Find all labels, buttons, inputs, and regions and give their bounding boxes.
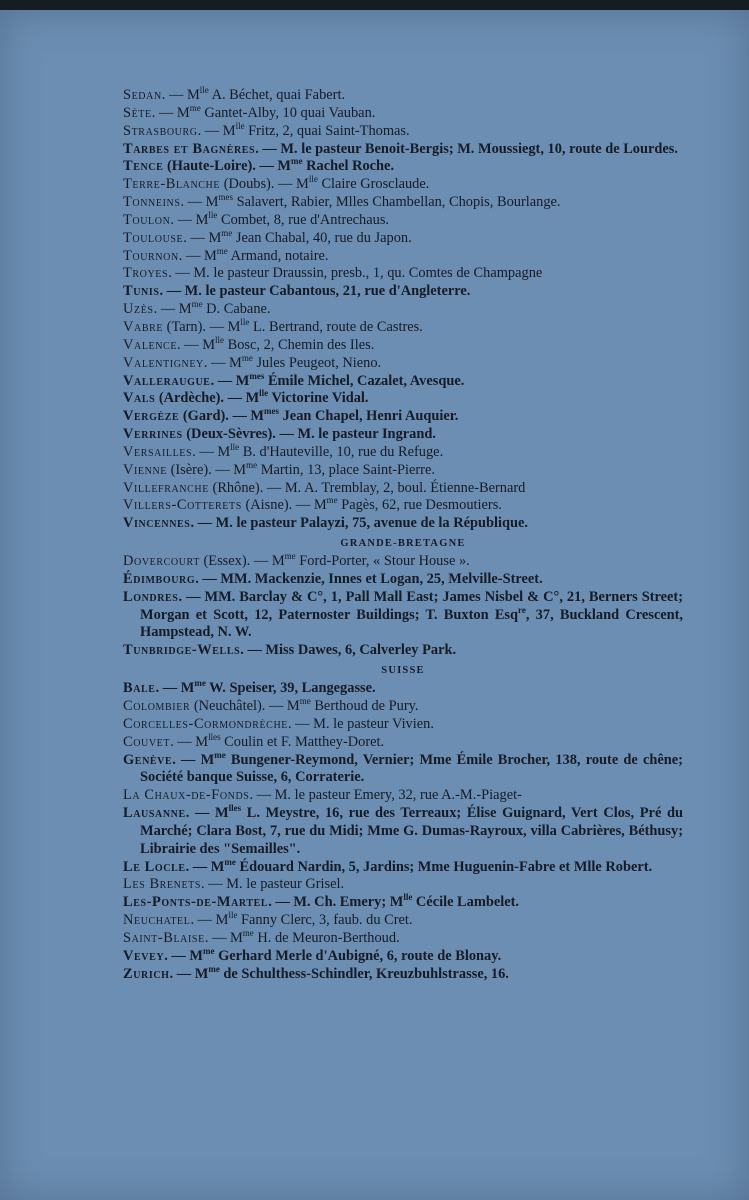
directory-entry xyxy=(123,283,683,301)
entry-text: . — M xyxy=(185,805,229,822)
directory-entry xyxy=(123,787,683,805)
directory-entry xyxy=(123,194,683,212)
entry-place: Tunbridge-Wells xyxy=(123,642,241,659)
entry-place: Vevey xyxy=(123,947,165,964)
entry-text: (Ardèche). — M xyxy=(155,390,260,407)
entry-text: (Deux-Sèvres). — M. le pasteur Ingrand. xyxy=(182,426,436,443)
entry-text: . — M xyxy=(183,229,222,246)
entry-text-tail: Ford-Porter, « Stour House ». xyxy=(295,553,470,570)
entry-title-superscript: me xyxy=(246,459,258,470)
entry-text: . — M. le pasteur Palayzi, 75, avenue de la République. xyxy=(190,515,529,532)
list-suisse xyxy=(123,680,683,983)
entry-text-tail: Fritz, 2, quai Saint-Thomas. xyxy=(244,122,410,139)
entry-text: . — M xyxy=(169,965,209,982)
entry-text: . — M xyxy=(203,354,242,371)
entry-text: (Gard). — M xyxy=(179,408,265,425)
directory-entry xyxy=(123,301,683,319)
directory-entry xyxy=(123,731,683,752)
directory-entry xyxy=(123,334,683,355)
entry-place: Terre-Blanche xyxy=(123,176,221,193)
entry-text: . — M xyxy=(161,87,200,103)
entry-text-tail: D. Cabane. xyxy=(202,301,271,318)
entry-text-tail: Cécile Lambelet. xyxy=(412,894,520,911)
entry-text: . — M. le pasteur Grisel. xyxy=(201,876,345,893)
entry-text-tail: Coulin et F. Matthey-Doret. xyxy=(220,733,385,750)
entry-text: . — Miss Dawes, 6, Calverley Park. xyxy=(240,642,457,659)
entry-title-superscript: re xyxy=(518,604,526,615)
entry-title-superscript: me xyxy=(191,299,203,310)
entry-text-tail: Gerhard Merle d'Aubigné, 6, route de Blonay. xyxy=(214,947,502,964)
entry-place: Uzès xyxy=(123,301,154,318)
entry-text: . — M xyxy=(153,301,192,318)
directory-entry xyxy=(123,120,683,141)
entry-text-tail: Bosc, 2, Chemin des Iles. xyxy=(224,336,375,353)
directory-entry xyxy=(123,480,683,498)
directory-entry xyxy=(123,102,683,123)
entry-place: Vabre xyxy=(123,318,164,335)
directory-entry xyxy=(123,945,683,966)
section-heading-suisse: SUISSE xyxy=(381,665,425,677)
entry-place: Strasbourg xyxy=(123,122,198,139)
entry-text: . — M xyxy=(178,247,217,264)
directory-entry xyxy=(123,158,683,176)
entry-text: . — M. le pasteur Cabantous, 21, rue d'Angleterre. xyxy=(159,283,471,300)
entry-text: . — M xyxy=(192,443,231,460)
directory-entry xyxy=(123,227,683,248)
entry-place: Troyes xyxy=(123,265,169,282)
entry-title-superscript: me xyxy=(214,749,226,760)
entry-text: (Aisne). — M xyxy=(241,497,327,514)
directory-entry xyxy=(123,370,683,391)
entry-text-tail: W. Speiser, 39, Langegasse. xyxy=(205,680,376,697)
directory-entry xyxy=(123,390,683,408)
entry-text: . — M xyxy=(151,104,190,121)
entry-place: Vienne xyxy=(123,461,167,478)
entry-title-superscript: me xyxy=(241,352,253,363)
entry-text-tail: A. Béchet, quai Fabert. xyxy=(208,87,346,103)
entry-place: Tonneins xyxy=(123,194,181,211)
entry-text: (Essex). — M xyxy=(199,553,285,570)
directory-entry xyxy=(123,894,683,912)
directory-entry xyxy=(123,515,683,533)
entry-text-tail: Victorine Vidal. xyxy=(268,390,369,407)
entry-text: (Isère). — M xyxy=(166,461,247,478)
entry-text: . — M xyxy=(210,372,250,389)
directory-entry xyxy=(123,553,683,571)
entry-text: . — M. le pasteur Emery, 32, rue A.-M.-Piaget- xyxy=(249,787,522,804)
entry-text-tail: L. Bertrand, route de Castres. xyxy=(249,318,423,335)
entry-place: Tournon xyxy=(123,247,179,264)
document-content xyxy=(123,87,683,984)
entry-text-tail: Berthoud de Pury. xyxy=(310,698,419,714)
entry-text-tail: Rachel Roche. xyxy=(302,158,395,175)
directory-entry xyxy=(123,716,683,734)
entry-place: Le Locle xyxy=(123,858,186,875)
entry-title-superscript: me xyxy=(208,963,220,974)
entry-title-superscript: me xyxy=(221,227,233,238)
entry-title-superscript: lle xyxy=(230,441,240,452)
entry-place: Vincennes xyxy=(123,515,191,532)
directory-entry xyxy=(123,856,683,877)
directory-entry xyxy=(123,497,683,515)
entry-place: Tunis xyxy=(123,283,160,300)
entry-title-superscript: me xyxy=(224,856,236,867)
entry-title-superscript: me xyxy=(202,945,215,956)
entry-text: . — M xyxy=(170,733,209,750)
entry-text: . — M xyxy=(185,858,225,875)
entry-text-tail: Salavert, Rabier, Mlles Chambellan, Chopis, Bourlange. xyxy=(232,194,561,211)
entry-text: . — M xyxy=(197,122,236,139)
entry-title-superscript: lle xyxy=(259,388,269,399)
directory-entry xyxy=(123,245,683,266)
entry-place: Bale xyxy=(123,680,156,697)
entry-title-superscript: lle xyxy=(403,892,413,903)
entry-text: . — M xyxy=(204,929,243,946)
entry-title-superscript: lle xyxy=(215,334,225,345)
entry-text-tail: Jean Chabal, 40, rue du Japon. xyxy=(232,229,412,246)
entry-place: Colombier xyxy=(123,698,191,714)
directory-entry xyxy=(123,912,683,930)
entry-place: Genève xyxy=(123,751,173,768)
entry-place: Vergèze xyxy=(123,408,180,425)
entry-text-tail: Édouard Nardin, 5, Jardins; Mme Huguenin-Fabre et Mlle Robert. xyxy=(235,858,653,875)
entry-place: Les-Ponts-de-Martel xyxy=(123,894,269,911)
entry-place: Les Brenets xyxy=(123,876,202,893)
entry-title-superscript: lle xyxy=(208,209,218,220)
entry-text: . — M. le pasteur Draussin, presb., 1, qu. Comtes de Champagne xyxy=(168,265,543,282)
entry-text-tail: Combet, 8, rue d'Antrechaus. xyxy=(217,211,390,228)
entry-place: Corcelles-Cormondrèche xyxy=(123,715,288,732)
entry-text: . — M xyxy=(177,336,216,353)
entry-place: Versailles xyxy=(123,443,193,460)
entry-place: Valleraugue xyxy=(123,372,211,389)
entry-text: (Haute-Loire). — M xyxy=(163,158,292,175)
directory-entry xyxy=(123,265,683,283)
entry-title-superscript: lle xyxy=(240,316,250,327)
entry-text-tail: Martin, 13, place Saint-Pierre. xyxy=(257,461,435,478)
directory-entry xyxy=(123,963,683,984)
entry-text: . — M xyxy=(164,947,203,964)
entry-place: Tarbes et Bagnères xyxy=(123,140,256,157)
entry-title-superscript: me xyxy=(216,245,228,256)
list-grande-bretagne xyxy=(123,553,683,660)
entry-text: (Doubs). — M xyxy=(220,176,309,193)
entry-text-tail: Jules Peugeot, Nieno. xyxy=(252,354,382,371)
directory-entry xyxy=(123,352,683,373)
entry-text-tail: H. de Meuron-Berthoud. xyxy=(253,929,400,946)
entry-title-superscript: mes xyxy=(264,406,280,417)
entry-title-superscript: me xyxy=(291,156,303,167)
entry-title-superscript: me xyxy=(194,678,206,689)
directory-entry xyxy=(123,316,683,337)
document-page xyxy=(0,10,749,1200)
entry-text: . — M xyxy=(170,211,209,228)
entry-place: Villers-Cotterets xyxy=(123,497,242,514)
directory-entry xyxy=(123,642,683,660)
entry-title-superscript: lle xyxy=(235,120,245,131)
entry-place: Sète xyxy=(123,104,152,121)
entry-text: . — M. le pasteur Benoit-Bergis; M. Moussiegt, 10, route de Lourdes. xyxy=(255,140,678,157)
entry-title-superscript: lles xyxy=(228,803,242,814)
entry-place: Édimbourg xyxy=(123,570,196,587)
entry-text: . — MM. Barclay & C°, 1, Pall Mall East; James Nisbel & C°, 21, Berners Street; Morgan et Scott, 12, Paternoster Buildings; T. Buxton Esq xyxy=(140,588,683,623)
entry-text: (Tarn). — M xyxy=(163,318,241,335)
entry-title-superscript: me xyxy=(284,551,296,562)
directory-entry xyxy=(123,408,683,426)
section-heading-grande-bretagne: GRANDE-BRETAGNE xyxy=(340,538,466,550)
entry-title-superscript: mes xyxy=(249,370,265,381)
entry-place: Sedan xyxy=(123,87,162,103)
entry-text-tail: Pagès, 62, rue Desmoutiers. xyxy=(337,497,502,514)
entry-place: Valentigney xyxy=(123,354,204,371)
entry-text: . — M xyxy=(180,194,219,211)
entry-text: . — M xyxy=(190,912,229,929)
entry-place: Valence xyxy=(123,336,178,353)
directory-entry xyxy=(123,805,683,859)
list-france xyxy=(123,87,683,533)
entry-place: Vals xyxy=(123,390,156,407)
directory-entry xyxy=(123,698,683,716)
entry-text-tail: Armand, notaire. xyxy=(227,247,329,264)
entry-text-tail: Émile Michel, Cazalet, Avesque. xyxy=(264,372,465,389)
entry-place: Villefranche xyxy=(123,479,209,496)
entry-title-superscript: lles xyxy=(208,731,221,742)
entry-text-tail: , 37, Buckland Crescent, Hampstead, N. W. xyxy=(140,606,683,641)
entry-text: . — M xyxy=(172,751,215,768)
directory-entry xyxy=(123,141,683,159)
entry-title-superscript: me xyxy=(326,495,338,506)
entry-title-superscript: lle xyxy=(308,174,318,185)
entry-text-tail: de Schulthess-Schindler, Kreuzbuhlstrasse, 16. xyxy=(219,965,509,982)
entry-text-tail: B. d'Hauteville, 10, rue du Refuge. xyxy=(239,443,444,460)
entry-text: (Rhône). — M. A. Tremblay, 2, boul. Étienne-Bernard xyxy=(208,479,526,496)
entry-text-tail: Fanny Clerc, 3, faub. du Cret. xyxy=(237,912,413,929)
entry-text-tail: L. Meystre, 16, rue des Terreaux; Élise Guignard, Vert Clos, Pré du Marché; Clara Bost, 7, rue du Midi; Mme G. Dumas-Rayroux, villa Cabrières, Béthusy; Librairie des "Semailles". xyxy=(140,805,683,857)
directory-entry xyxy=(123,426,683,444)
directory-entry xyxy=(123,209,683,230)
entry-place: Zurich xyxy=(123,965,170,982)
entry-text-tail: Gantet-Alby, 10 quai Vauban. xyxy=(200,104,376,121)
entry-title-superscript: mes xyxy=(218,192,233,203)
directory-entry xyxy=(123,680,683,698)
entry-title-superscript: lle xyxy=(228,910,238,921)
entry-text: (Neuchâtel). — M xyxy=(190,698,300,714)
directory-entry xyxy=(123,87,683,105)
entry-title-superscript: me xyxy=(242,927,254,938)
entry-place: Dovercourt xyxy=(123,553,200,570)
entry-text-tail: Bungener-Reymond, Vernier; Mme Émile Brocher, 138, route de chêne; Société banque Suisse, 6, Corraterie. xyxy=(140,751,683,786)
entry-place: Toulouse xyxy=(123,229,184,246)
entry-title-superscript: me xyxy=(189,102,201,113)
directory-entry xyxy=(123,459,683,480)
entry-text: . — M. le pasteur Vivien. xyxy=(287,715,434,732)
entry-place: Londres xyxy=(123,588,179,605)
entry-place: Lausanne xyxy=(123,805,186,822)
entry-text: . — M xyxy=(155,680,195,697)
directory-entry xyxy=(123,589,683,643)
directory-entry xyxy=(123,441,683,462)
entry-place: Toulon xyxy=(123,211,171,228)
entry-place: La Chaux-de-Fonds xyxy=(123,787,250,804)
directory-entry xyxy=(123,571,683,589)
directory-entry xyxy=(123,749,683,788)
entry-text-tail: Jean Chapel, Henri Auquier. xyxy=(279,408,459,425)
entry-text: . — MM. Mackenzie, Innes et Logan, 25, Melville-Street. xyxy=(195,570,543,587)
entry-place: Neuchatel xyxy=(123,912,191,929)
entry-title-superscript: lle xyxy=(199,85,209,95)
entry-place: Tence xyxy=(123,158,164,175)
directory-entry xyxy=(123,176,683,194)
entry-place: Saint-Blaise xyxy=(123,929,205,946)
entry-text: . — M. Ch. Emery; M xyxy=(268,894,404,911)
entry-place: Verrines xyxy=(123,426,183,443)
entry-text-tail: Claire Grosclaude. xyxy=(317,176,430,193)
entry-title-superscript: me xyxy=(299,696,311,706)
entry-place: Couvet xyxy=(123,733,171,750)
